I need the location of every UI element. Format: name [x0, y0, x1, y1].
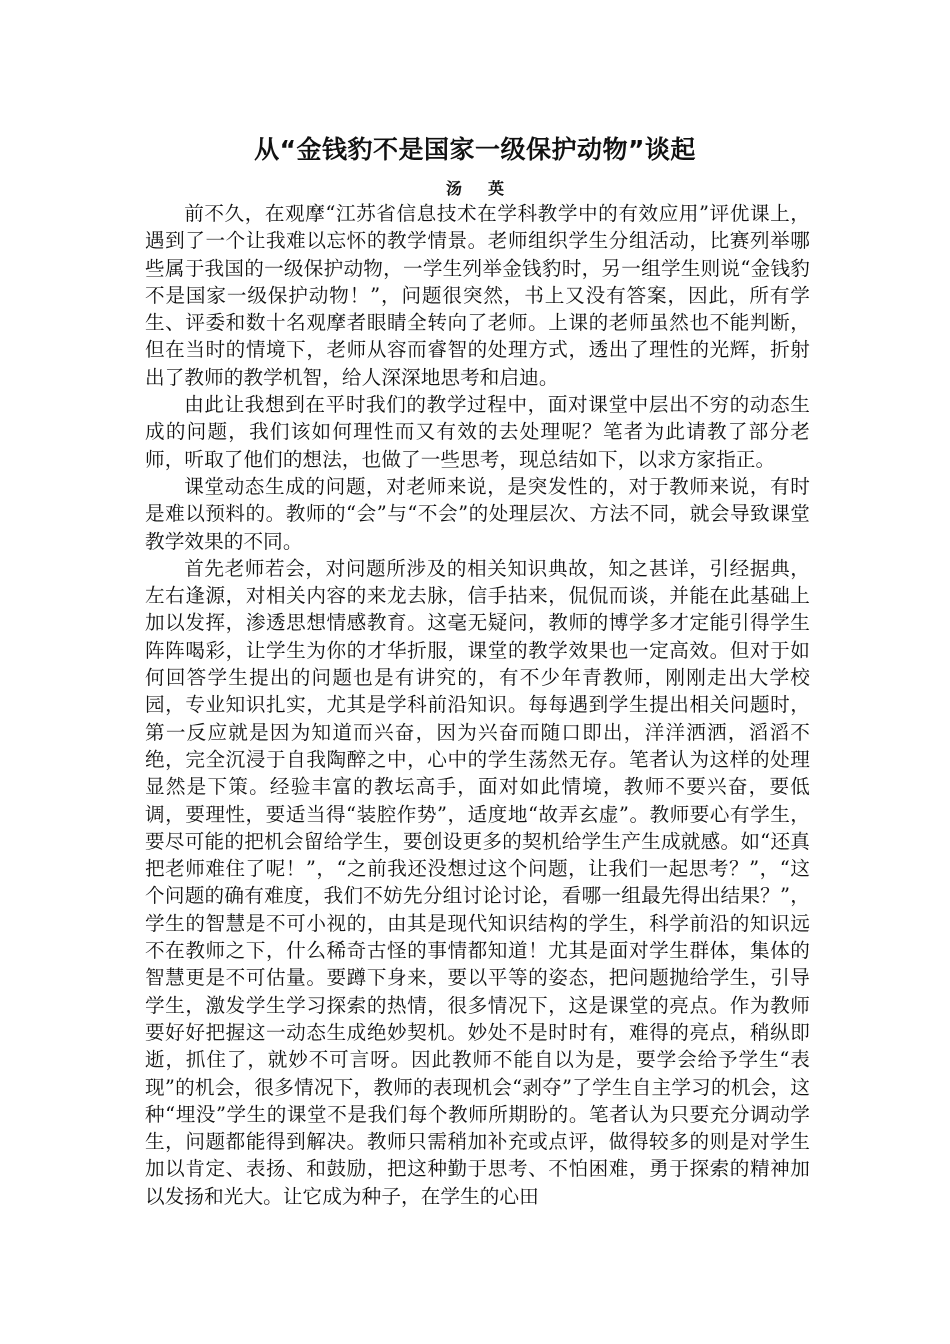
article-author: 汤英 — [445, 179, 530, 198]
article-body — [145, 200, 810, 1210]
paragraph-reflection: 由此让我想到在平时我们的教学过程中，面对课堂中层出不穷的动态生成的问题，我们该如何理性而又有效的去处理呢？笔者为此请教了部分老师，听取了他们的想法，也做了一些思考，现总结如下，以求方家指正。 — [145, 393, 810, 471]
paragraph-teacher-knows: 首先老师若会，对问题所涉及的相关知识典故，知之甚详，引经据典，左右逢源，对相关内容的来龙去脉，信手拈来，侃侃而谈，并能在此基础上加以发挥，渗透思想情感教育。这毫无疑问，教师的博学多才定能引得学生阵阵喝彩，让学生为你的才华折服，课堂的教学效果也一定高效。但对于如何回答学生提出的问题也是有讲究的，有不少年青教师，刚刚走出大学校园，专业知识扎实，尤其是学科前沿知识。每每遇到学生提出相关问题时，第一反应就是因为知道而兴奋，因为兴奋而随口即出，洋洋洒洒，滔滔不绝，完全沉浸于自我陶醉之中，心中的学生荡然无存。笔者认为这样的处理显然是下策。经验丰富的教坛高手，面对如此情境，教师不要兴奋，要低调，要理性，要适当得“装腔作势”，适度地“故弄玄虚”。教师要心有学生，要尽可能的把机会留给学生，要创设更多的契机给学生产生成就感。如“还真把老师难住了呢！”，“之前我还没想过这个问题，让我们一起思考？”，“这个问题的确有难度，我们不妨先分组讨论讨论，看哪一组最先得出结果？”，学生的智慧是不可小视的，由其是现代知识结构的学生，科学前沿的知识远不在教师之下，什么稀奇古怪的事情都知道！尤其是面对学生群体，集体的智慧更是不可估量。要蹲下身来，要以平等的姿态，把问题抛给学生，引导学生，激发学生学习探索的热情，很多情况下，这是课堂的亮点。作为教师要好好把握这一动态生成绝妙契机。妙处不是时时有，难得的亮点，稍纵即逝，抓住了，就妙不可言呀。因此教师不能自以为是，要学会给予学生“表现”的机会，很多情况下，教师的表现机会“剥夺”了学生自主学习的机会，这种“埋没”学生的课堂不是我们每个教师所期盼的。笔者认为只要充分调动学生，问题都能得到解决。教师只需稍加补充或点评，做得较多的则是对学生加以肯定、表扬、和鼓励，把这种勤于思考、不怕困难，勇于探索的精神加以发扬和光大。让它成为种子，在学生的心田 — [145, 556, 810, 1208]
paragraph-intro: 前不久，在观摩“江苏省信息技术在学科教学中的有效应用”评优课上，遇到了一个让我难以忘怀的教学情景。老师组织学生分组活动，比赛列举哪些属于我国的一级保护动物，一学生列举金钱豹时，另一组学生则说“金钱豹不是国家一级保护动物！”，问题很突然，书上又没有答案，因此，所有学生、评委和数十名观摩者眼睛全转向了老师。上课的老师虽然也不能判断，但在当时的情境下，老师从容而睿智的处理方式，透出了理性的光辉，折射出了教师的教学机智，给人深深地思考和启迪。 — [145, 202, 810, 389]
article-title: 从“金钱豹不是国家一级保护动物”谈起 — [254, 135, 696, 164]
paragraph-dynamic-issues: 课堂动态生成的问题，对老师来说，是突发性的，对于教师来说，有时是难以预料的。教师的“会”与“不会”的处理层次、方法不同，就会导致课堂教学效果的不同。 — [145, 474, 810, 553]
